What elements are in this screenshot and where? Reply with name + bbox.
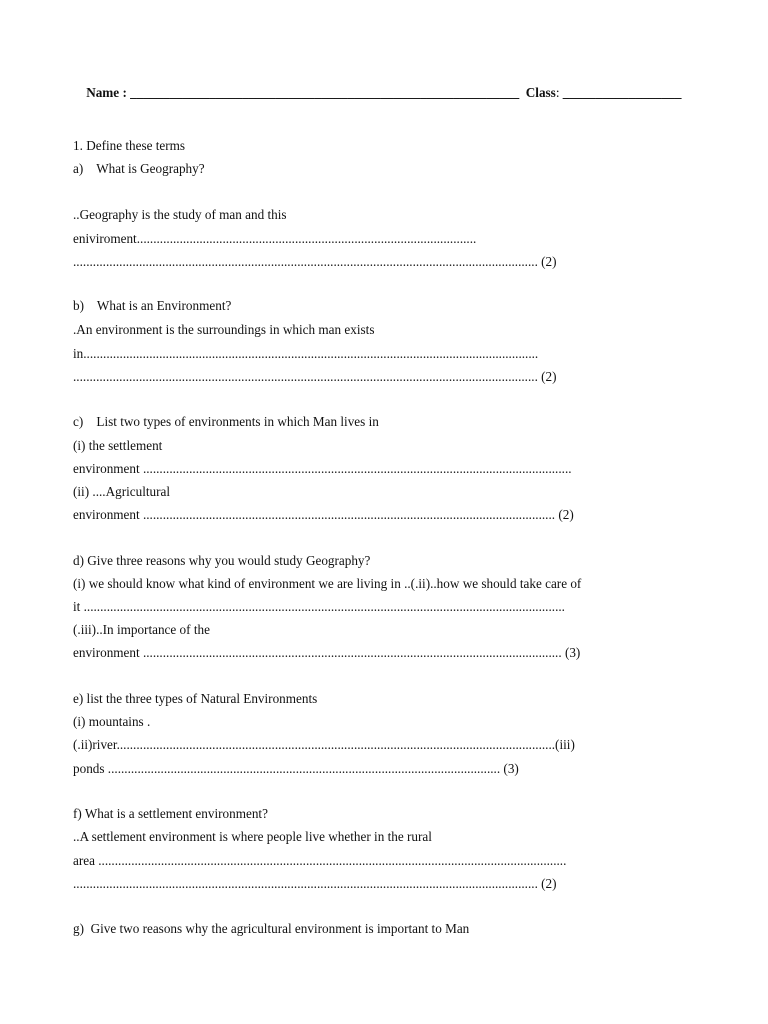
question-e-answer-line-3: ponds ....................................................................................................................... (3): [73, 761, 519, 776]
question-c-answer-line-1: (i) the settlement: [73, 438, 163, 453]
question-e-prompt: e) list the three types of Natural Environments: [73, 691, 318, 706]
question-a-answer-line-1: ..Geography is the study of man and this: [73, 207, 287, 222]
class-label: Class: [519, 85, 556, 100]
question-b-prompt: b) What is an Environment?: [73, 298, 232, 313]
question-b-answer-line-1: .An environment is the surroundings in which man exists: [73, 322, 375, 337]
question-f-answer-line-3: ............................................................................................................................................. (2): [73, 876, 557, 891]
question-c-prompt: c) List two types of environments in which Man lives in: [73, 414, 379, 429]
question-e-answer-line-2: (.ii)river.....................................................................................................................................(iii): [73, 737, 575, 752]
question-d-prompt: d) Give three reasons why you would study Geography?: [73, 553, 371, 568]
section-heading: 1. Define these terms: [73, 138, 186, 153]
class-colon: :: [555, 85, 563, 100]
question-c-answer-line-2: environment ..................................................................................................................................: [73, 461, 572, 476]
question-d-answer-line-1: (i) we should know what kind of environment we are living in ..(.ii)..how we should take care of: [73, 576, 582, 591]
question-f-answer-line-1: ..A settlement environment is where people live whether in the rural: [73, 829, 432, 844]
question-c-answer-line-3: (ii) ....Agricultural: [73, 484, 171, 499]
question-f-prompt: f) What is a settlement environment?: [73, 806, 268, 821]
question-f-answer-line-2: area ..............................................................................................................................................: [73, 853, 567, 868]
question-c-answer-line-4: environment ............................................................................................................................. (2): [73, 507, 574, 522]
header-line: [73, 69, 682, 100]
name-label: Name :: [86, 85, 131, 100]
name-blank[interactable]: ___________________________________________________________: [130, 85, 520, 100]
class-blank[interactable]: __________________: [562, 85, 682, 100]
question-d-answer-line-4: environment ............................................................................................................................... (3): [73, 645, 581, 660]
question-d-answer-line-3: (.iii)..In importance of the: [73, 622, 210, 637]
question-a-prompt: a) What is Geography?: [73, 161, 205, 176]
question-e-answer-line-1: (i) mountains .: [73, 714, 151, 729]
question-a-answer-line-2: eniviroment.......................................................................................................: [73, 231, 477, 246]
question-g-prompt: g) Give two reasons why the agricultural environment is important to Man: [73, 921, 470, 936]
question-a-answer-line-3: ............................................................................................................................................. (2): [73, 254, 557, 269]
question-d-answer-line-2: it ..................................................................................................................................................: [73, 599, 565, 614]
question-b-answer-line-3: ............................................................................................................................................. (2): [73, 369, 557, 384]
question-b-answer-line-2: in..........................................................................................................................................: [73, 346, 539, 361]
